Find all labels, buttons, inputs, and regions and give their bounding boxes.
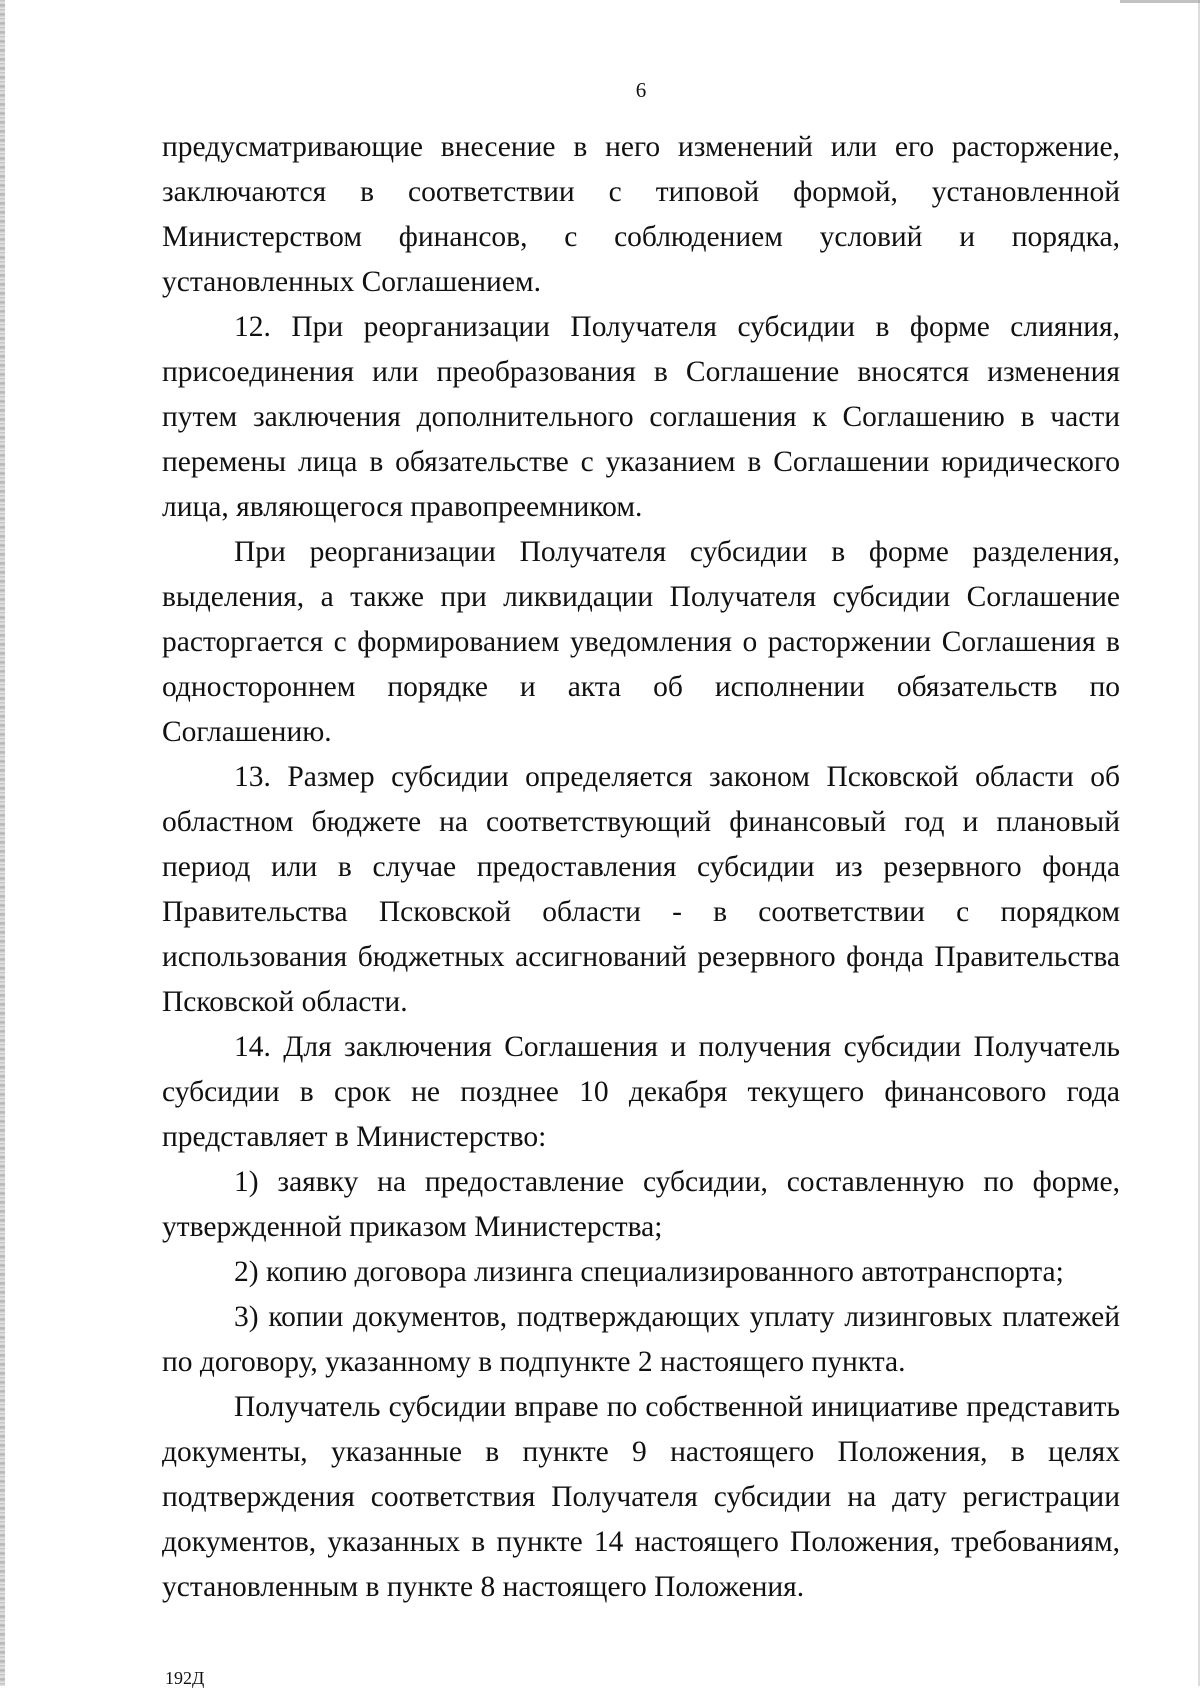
page-number: 6 — [635, 78, 647, 102]
list-item-2: 2) копию договора лизинга специализированного автотранспорта; — [234, 1256, 1064, 1288]
paragraph-optional-documents: Получатель субсидии вправе по собственной инициативе представить документы, указанные в пункте 9 настоящего Положения, в целях подтверждения соответствия Получателя субсидии на дату регистрации документов, указанных в пункте 14 настоящего Положения, требованиям, установленным в пункте 8 настоящего Положения. — [162, 1391, 1120, 1603]
document-code: 192Д — [165, 1668, 205, 1688]
paragraph-item-12: 12. При реорганизации Получателя субсидии в форме слияния, присоединения или преобразования в Соглашение вносятся изменения путем заключения дополнительного соглашения к Соглашению в части перемены лица в обязательстве с указанием в Соглашении юридического лица, являющегося правопреемником. — [162, 311, 1120, 523]
scan-border-top — [1120, 0, 1200, 3]
list-item-3: 3) копии документов, подтверждающих уплату лизинговых платежей по договору, указанному в подпункте 2 настоящего пункта. — [162, 1301, 1120, 1378]
paragraph-item-13: 13. Размер субсидии определяется законом Псковской области об областном бюджете на соответствующий финансовый год и плановый период или в случае предоставления субсидии из резервного фонда Правительства Псковской области - в соответствии с порядком использования бюджетных ассигнований резервного фонда Правительства Псковской области. — [162, 761, 1120, 1018]
scan-border-left — [0, 0, 5, 1686]
document-body — [162, 125, 1120, 1610]
paragraph-item-14: 14. Для заключения Соглашения и получения субсидии Получатель субсидии в срок не позднее 10 декабря текущего финансового года представляет в Министерство: — [162, 1031, 1120, 1153]
paragraph-continuation: предусматривающие внесение в него изменений или его расторжение, заключаются в соответствии с типовой формой, установленной Министерством финансов, с соблюдением условий и порядка, установленных Соглашением. — [162, 131, 1120, 298]
list-item-1: 1) заявку на предоставление субсидии, составленную по форме, утвержденной приказом Министерства; — [162, 1166, 1120, 1243]
paragraph-reorganization: При реорганизации Получателя субсидии в форме разделения, выделения, а также при ликвидации Получателя субсидии Соглашение расторгается с формированием уведомления о расторжении Соглашения в одностороннем порядке и акта об исполнении обязательств по Соглашению. — [162, 536, 1120, 748]
